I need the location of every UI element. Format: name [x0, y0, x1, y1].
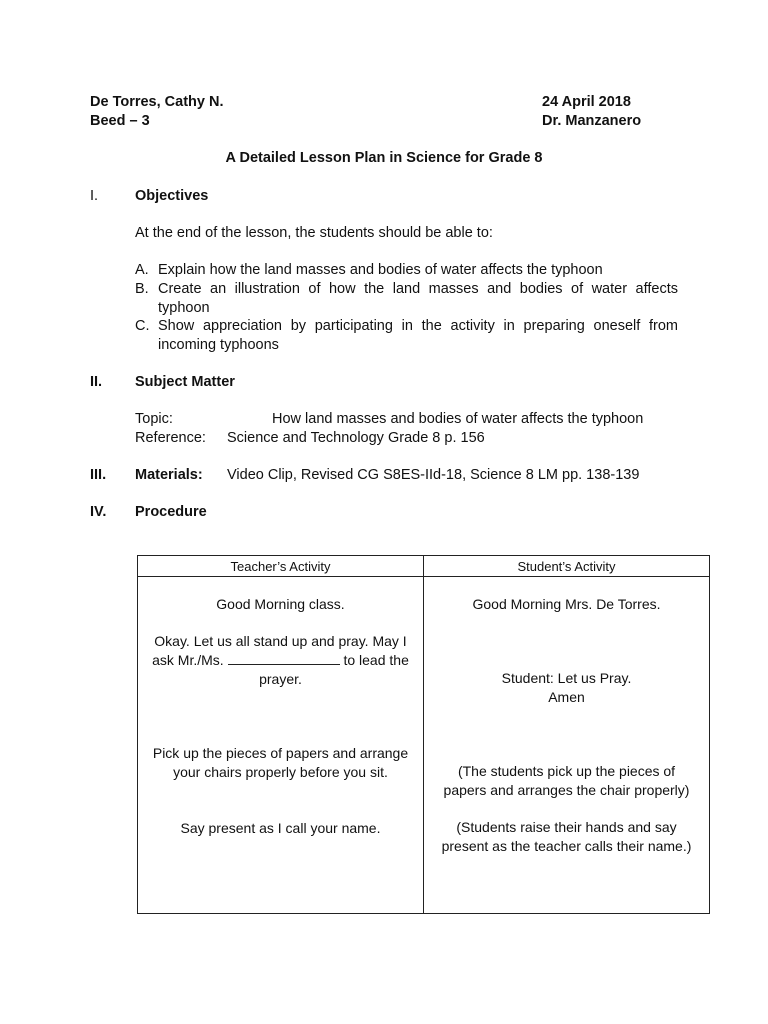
objective-letter: B. — [135, 281, 149, 297]
section-number: II. — [90, 374, 103, 390]
student-activity-header: Student’s Activity — [424, 556, 710, 577]
objective-letter: C. — [135, 318, 150, 334]
teacher-prayer-line: Okay. Let us all stand up and pray. May I — [154, 633, 407, 649]
student-prayer: Amen — [548, 689, 585, 705]
reference-value: Science and Technology Grade 8 p. 156 — [227, 430, 485, 446]
section-heading-objectives: Objectives — [135, 188, 209, 204]
student-attendance: present as the teacher calls their name.) — [441, 838, 692, 854]
objectives-intro: At the end of the lesson, the students should be able to: — [135, 225, 493, 241]
objective-text: Explain how the land masses and bodies of water affects the typhoon — [158, 262, 603, 278]
objective-text: Show appreciation by participating in the activity in preparing oneself from — [158, 318, 678, 334]
teacher-instruction: your chairs properly before you sit. — [173, 764, 388, 780]
section-number: IV. — [90, 504, 107, 520]
teacher-activity-cell — [138, 577, 424, 914]
student-response: papers and arranges the chair properly) — [443, 782, 690, 798]
section-heading-subject-matter: Subject Matter — [135, 374, 235, 390]
student-activity-cell — [424, 577, 710, 914]
topic-label: Topic: — [135, 411, 173, 427]
topic-value: How land masses and bodies of water affects the typhoon — [272, 411, 644, 427]
section-heading-materials: Materials: — [135, 467, 203, 483]
section-heading-procedure: Procedure — [135, 504, 207, 520]
teacher-attendance: Say present as I call your name. — [180, 820, 381, 836]
teacher-prayer-line — [138, 652, 423, 668]
teacher-prayer-text: ask Mr./Ms. — [152, 652, 224, 668]
objective-text-cont: typhoon — [158, 300, 210, 316]
table-header-row — [138, 556, 710, 577]
reference-label: Reference: — [135, 430, 206, 446]
teacher-greeting: Good Morning class. — [216, 596, 345, 612]
teacher-instruction: Pick up the pieces of papers and arrange — [152, 745, 409, 761]
objective-text: Create an illustration of how the land masses and bodies of water affects — [158, 281, 678, 297]
date: 24 April 2018 — [542, 94, 631, 110]
teacher-prayer-line: prayer. — [259, 671, 302, 687]
section-number: I. — [90, 188, 99, 204]
course-year: Beed – 3 — [90, 113, 150, 129]
student-name: De Torres, Cathy N. — [90, 94, 224, 110]
student-prayer: Student: Let us Pray. — [501, 670, 632, 686]
materials-value: Video Clip, Revised CG S8ES-IId-18, Science 8 LM pp. 138-139 — [227, 467, 640, 483]
instructor-name: Dr. Manzanero — [542, 113, 642, 129]
procedure-table — [137, 555, 710, 914]
student-greeting: Good Morning Mrs. De Torres. — [472, 596, 661, 612]
document-title: A Detailed Lesson Plan in Science for Grade 8 — [225, 150, 543, 166]
student-response: (The students pick up the pieces of — [457, 763, 676, 779]
objective-text-cont: incoming typhoons — [158, 337, 279, 353]
teacher-prayer-text: to lead the — [343, 652, 409, 668]
section-number: III. — [90, 467, 107, 483]
table-row — [138, 577, 710, 914]
student-attendance: (Students raise their hands and say — [456, 819, 677, 835]
name-blank-line — [228, 652, 340, 665]
objective-letter: A. — [135, 262, 149, 278]
teacher-activity-header: Teacher’s Activity — [138, 556, 424, 577]
